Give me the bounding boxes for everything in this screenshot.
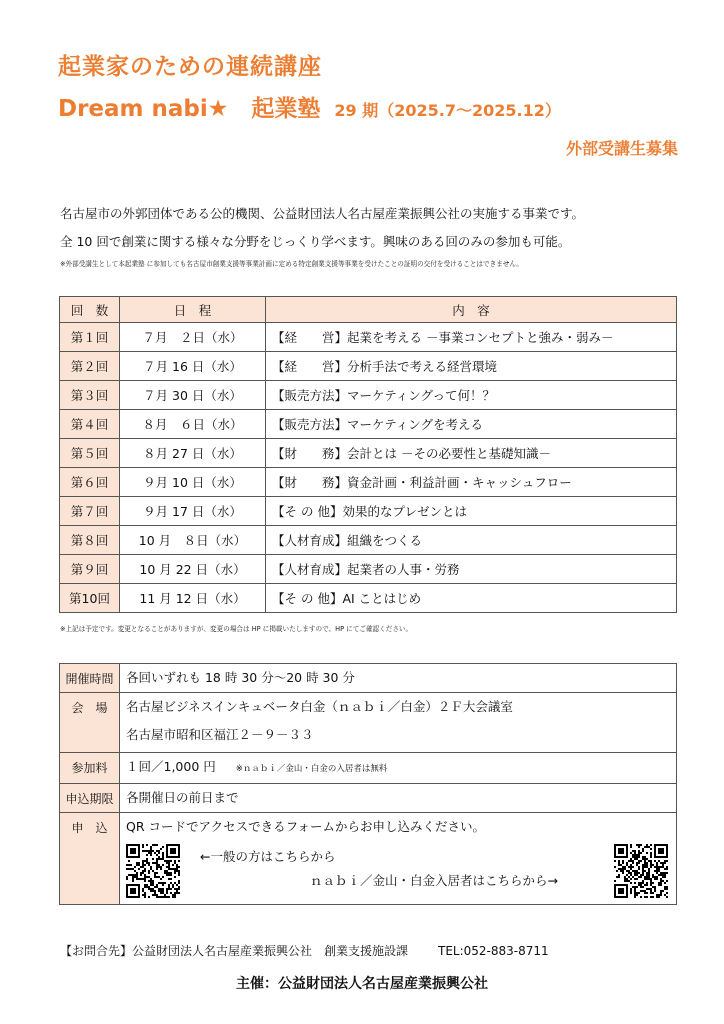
info-table [59,663,677,905]
session-content: 【経 営】起業を考える －事業コンセプトと強み・弱み－ [266,323,677,352]
session-content: 【人材育成】組織をつくる [266,526,677,555]
session-date: ９月 17 日（水） [120,497,266,526]
table-row [60,323,677,352]
info-row-time [60,664,677,693]
table-row [60,352,677,381]
venue-value [120,693,677,753]
session-content: 【財 務】資金計画・利益計画・キャッシュフロー [266,468,677,497]
info-row-deadline [60,784,677,813]
fee-label: 参加料 [60,753,120,784]
apply-label: 申 込 [60,813,120,905]
session-date: ７月 ２日（水） [120,323,266,352]
fee-note: ※ｎａｂｉ／金山・白金の入居者は無料 [235,764,388,774]
info-row-apply [60,813,677,905]
session-no: 第３回 [60,381,120,410]
program-name: Dream nabi★ 起業塾 [58,96,321,122]
table-row [60,497,677,526]
session-date: ８月 27 日（水） [120,439,266,468]
schedule-note: ※上記は予定です。変更となることがありますが、変更の場合は HP に掲載いたしますので、HP にてご確認ください。 [60,625,413,633]
table-row [60,381,677,410]
session-date: ７月 16 日（水） [120,352,266,381]
session-date: ９月 10 日（水） [120,468,266,497]
intro-text-2: 全 10 回で創業に関する様々な分野をじっくり学べます。興味のある回のみの参加も可能。 [60,234,571,249]
time-label: 開催時間 [60,664,120,693]
schedule-table [59,296,677,613]
deadline-label: 申込期限 [60,784,120,813]
venue-address: 名古屋市昭和区福江２－９－３３ [126,727,314,742]
session-content: 【経 営】分析手法で考える経営環境 [266,352,677,381]
time-value [120,664,677,693]
deadline-value [120,784,677,813]
qr-code-tenant[interactable] [614,844,668,898]
table-row [60,555,677,584]
session-no: 第10回 [60,584,120,613]
time-text: 各回いずれも 18 時 30 分～20 時 30 分 [126,670,355,685]
header-content: 内 容 [266,297,677,323]
session-content: 【そ の 他】AI ことはじめ [266,584,677,613]
tel-number: TEL:052-883-8711 [438,944,549,958]
session-no: 第１回 [60,323,120,352]
fee-text: １回／1,000 円 [126,759,216,774]
program-term: 29 期（2025.7～2025.12） [334,101,561,120]
session-content: 【販売方法】マーケティングって何！？ [266,381,677,410]
session-no: 第２回 [60,352,120,381]
table-row [60,439,677,468]
venue-name: 名古屋ビジネスインキュベータ白金（ｎａｂｉ／白金）２Ｆ大会議室 [126,699,513,714]
session-no: 第９回 [60,555,120,584]
recruit-heading: 外部受講生募集 [565,139,678,158]
session-no: 第５回 [60,439,120,468]
apply-tenant-text: ｎａｂｉ／金山・白金入居者はこちらから→ [310,873,558,888]
fee-value [120,753,677,784]
contact-info [60,942,549,959]
session-date: 10 月 ８日（水） [120,526,266,555]
session-content: 【そ の 他】効果的なプレゼンとは [266,497,677,526]
session-date: ７月 30 日（水） [120,381,266,410]
organizer: 主催：公益財団法人名古屋産業振興公社 [236,976,488,992]
session-no: 第６回 [60,468,120,497]
table-row [60,584,677,613]
venue-label: 会 場 [60,693,120,753]
table-row [60,410,677,439]
session-date: 10 月 22 日（水） [120,555,266,584]
deadline-text: 各開催日の前日まで [126,790,239,805]
table-row [60,526,677,555]
session-content: 【財 務】会計とは －その必要性と基礎知識－ [266,439,677,468]
apply-general-text: ←一般の方はこちらから [200,849,336,864]
session-no: 第８回 [60,526,120,555]
apply-instruction: QR コードでアクセスできるフォームからお申し込みください。 [126,819,485,834]
header-date: 日 程 [120,297,266,323]
info-row-venue [60,693,677,753]
info-row-fee [60,753,677,784]
session-no: 第４回 [60,410,120,439]
intro-text-1: 名古屋市の外郭団体である公的機関、公益財団法人名古屋産業振興公社の実施する事業です。 [60,206,585,221]
contact-text: 【お問合先】公益財団法人名古屋産業振興公社 創業支援施設課 [60,944,409,958]
header-no: 回 数 [60,297,120,323]
session-no: 第７回 [60,497,120,526]
page-title: 起業家のための連続講座 [58,54,322,80]
session-date: ８月 ６日（水） [120,410,266,439]
session-content: 【販売方法】マーケティングを考える [266,410,677,439]
qr-code-general[interactable] [126,844,180,898]
table-row [60,468,677,497]
certificate-note: ※外部受講生として本起業塾 に参加しても名古屋市創業支援等事業計画に定める特定創業支援等事業を受けたことの証明の交付を受けることはできません。 [60,260,523,268]
session-date: 11 月 12 日（水） [120,584,266,613]
apply-value [120,813,677,905]
program-title [58,90,561,123]
session-content: 【人材育成】起業者の人事・労務 [266,555,677,584]
schedule-header-row [60,297,677,323]
